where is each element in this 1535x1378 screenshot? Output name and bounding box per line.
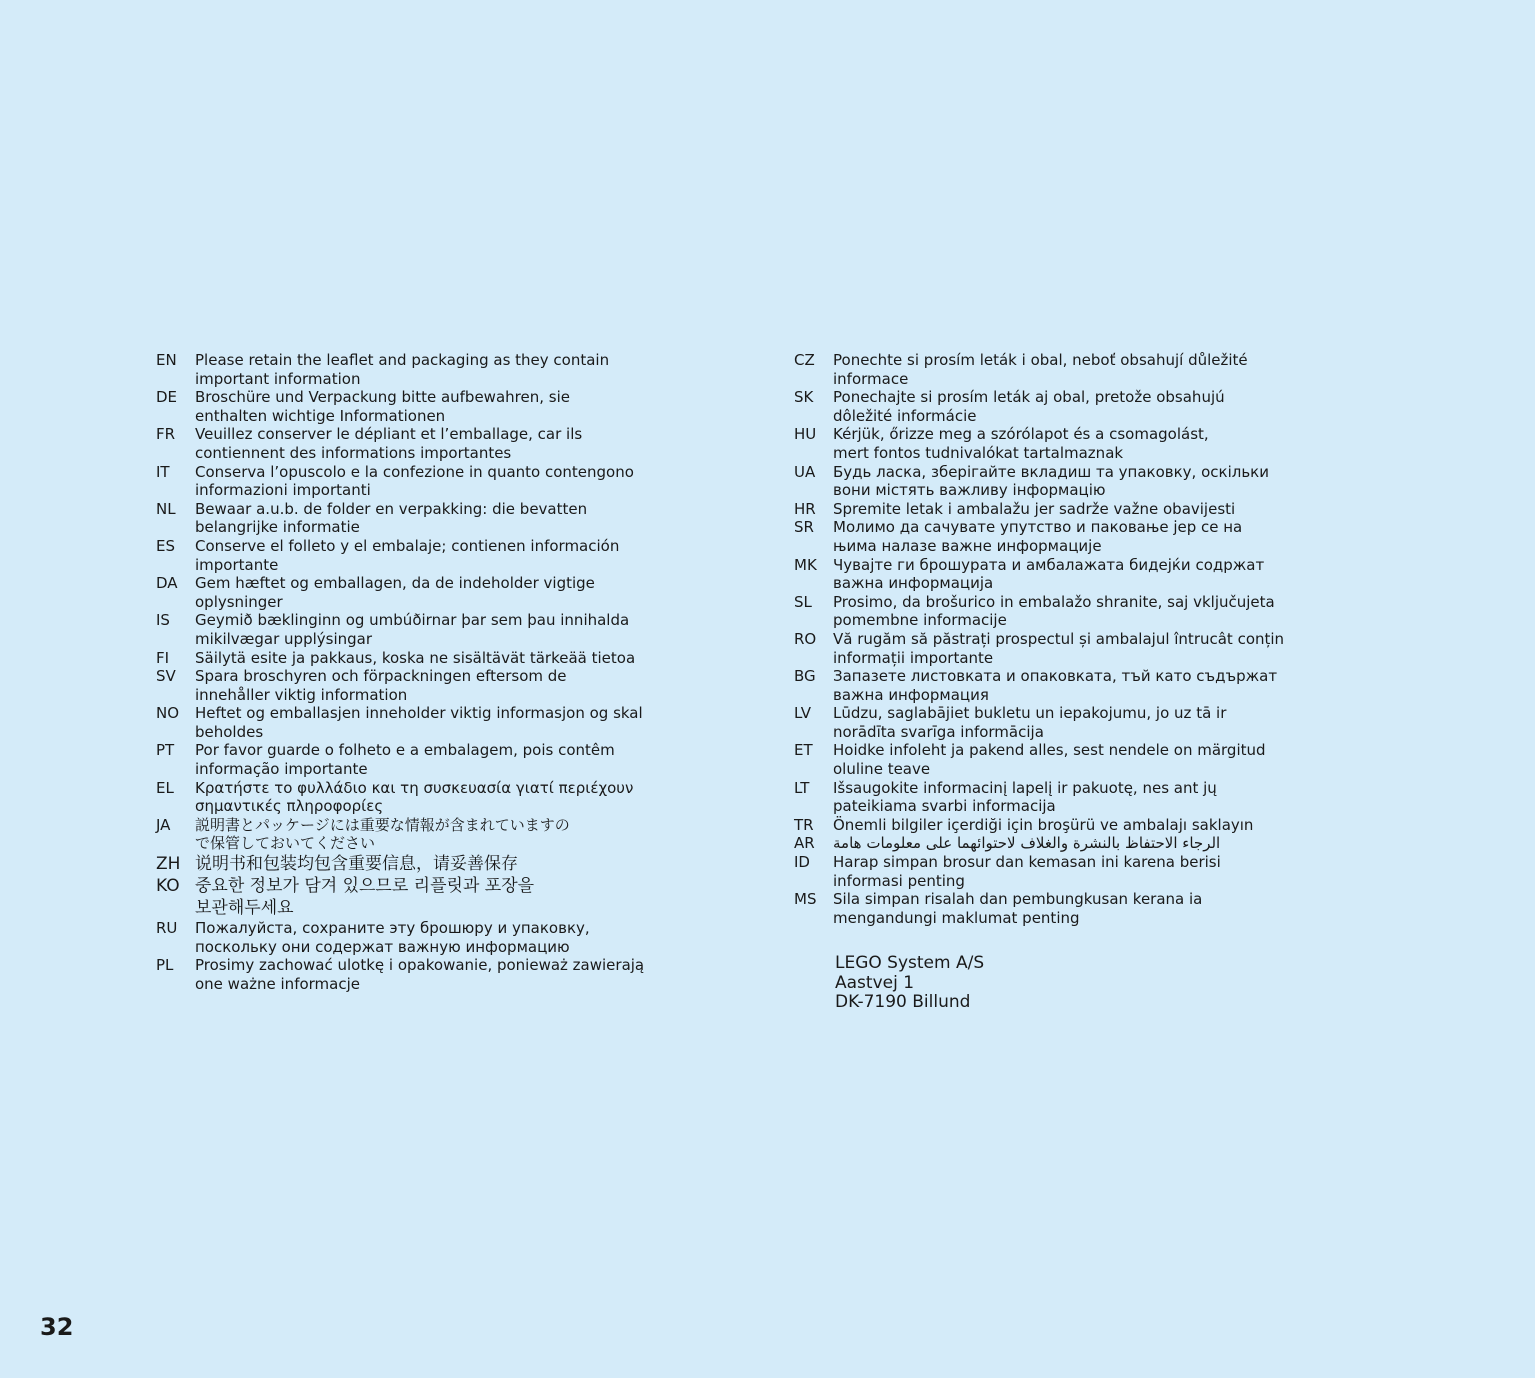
address-street: Aastvej 1: [835, 972, 915, 993]
notice-pt: [156, 741, 716, 778]
notice-text: Κρατήστε το φυλλάδιο και τη συσκευασία γιατί περιέχουν σημαντικές πληροφορίες: [195, 778, 634, 816]
language-code: ZH: [156, 854, 181, 875]
notice-text: Spara broschyren och förpackningen eftersom de innehåller viktig information: [195, 667, 567, 704]
language-code: MK: [794, 555, 817, 574]
language-code: SV: [156, 667, 176, 686]
notice-text: Ponechajte si prosím leták aj obal, pretože obsahujú dôležité informácie: [833, 388, 1225, 425]
language-code: TR: [794, 815, 814, 834]
language-code: SL: [794, 592, 812, 611]
language-code: PL: [156, 956, 174, 975]
language-code: ES: [156, 536, 175, 555]
notice-ro: [794, 630, 1354, 667]
notice-sk: [794, 388, 1354, 425]
notice-cz: [794, 351, 1354, 388]
notice-mk: [794, 556, 1354, 593]
notice-no: [156, 704, 716, 741]
notice-text: Gem hæftet og emballagen, da de indeholder vigtige oplysninger: [195, 574, 595, 611]
notice-bg: [794, 667, 1354, 704]
notice-text: الرجاء الاحتفاظ بالنشرة والغلاف لاحتوائهما على معلومات هامة: [833, 834, 1221, 853]
notice-de: [156, 388, 716, 425]
language-code: LT: [794, 778, 810, 797]
language-code: HU: [794, 425, 817, 444]
notice-ja: [156, 816, 716, 853]
notice-text: Kérjük, őrizze meg a szórólapot és a csomagolást, mert fontos tudnivalókat tartalmaznak: [833, 425, 1209, 462]
notice-ms: [794, 890, 1354, 927]
notice-el: [156, 779, 716, 816]
notice-text: Пожалуйста, сохраните эту брошюру и упаковку, поскольку они содержат важную информацию: [195, 919, 590, 956]
address-city: DK-7190 Billund: [835, 992, 971, 1012]
left-language-column: [156, 351, 716, 993]
language-code: EN: [156, 351, 177, 369]
notice-zh: [156, 853, 716, 875]
notice-text: Išsaugokite informacinį lapelį ir pakuotę, nes ant jų pateikiama svarbi informacija: [833, 778, 1217, 816]
notice-text: Heftet og emballasjen inneholder viktig informasjon og skal beholdes: [195, 704, 643, 741]
language-code: NO: [156, 704, 180, 723]
notice-text: Prosimy zachować ulotkę i opakowanie, ponieważ zawierają one ważne informacje: [195, 956, 645, 993]
language-code: PT: [156, 741, 175, 760]
notice-text: Sila simpan risalah dan pembungkusan kerana ia mengandungi maklumat penting: [833, 890, 1203, 927]
notice-ru: [156, 919, 716, 956]
language-code: DE: [156, 388, 178, 407]
language-code: RO: [794, 629, 817, 648]
notice-text: Hoidke infoleht ja pakend alles, sest nendele on märgitud oluline teave: [833, 741, 1266, 779]
language-code: IT: [156, 462, 170, 481]
notice-en: [156, 351, 716, 388]
language-code: NL: [156, 499, 176, 518]
notice-text: Harap simpan brosur dan kemasan ini karena berisi informasi penting: [833, 853, 1221, 890]
notice-da: [156, 574, 716, 611]
language-code: ET: [794, 741, 813, 760]
notice-text: Säilytä esite ja pakkaus, koska ne sisältävät tärkeää tietoa: [195, 648, 636, 667]
language-code: IS: [156, 611, 170, 630]
notice-text: Spremite letak i ambalažu jer sadrže važne obavijesti: [833, 499, 1236, 518]
language-code: SR: [794, 518, 814, 537]
notice-fr: [156, 425, 716, 462]
notice-text: Bewaar a.u.b. de folder en verpakking: die bevatten belangrijke informatie: [195, 499, 588, 537]
notice-et: [794, 741, 1354, 778]
notice-it: [156, 463, 716, 500]
notice-pl: [156, 956, 716, 993]
notice-text: Conserve el folleto y el embalaje; contienen información importante: [195, 536, 620, 574]
notice-tr: [794, 816, 1354, 835]
language-code: ID: [794, 853, 810, 872]
language-code: CZ: [794, 351, 815, 369]
language-code: BG: [794, 667, 816, 686]
language-code: SK: [794, 388, 814, 407]
language-code: UA: [794, 462, 816, 481]
company-address: [835, 954, 984, 1013]
language-code: RU: [156, 919, 178, 938]
notice-text: Lūdzu, saglabājiet bukletu un iepakojumu, jo uz tā ir norādīta svarīga informācija: [833, 704, 1227, 741]
language-code: KO: [156, 876, 180, 897]
notice-text: Veuillez conserver le dépliant et l’emballage, car ils contiennent des informations importantes: [195, 425, 583, 462]
notice-lt: [794, 779, 1354, 816]
notice-text: Молимо да сачувате упутство и паковање јер се на њима налазе важне информације: [833, 518, 1243, 555]
notice-es: [156, 537, 716, 574]
notice-text: Geymið bæklinginn og umbúðirnar þar sem þau innihalda mikilvægar upplýsingar: [195, 611, 630, 648]
notice-text: Please retain the leaflet and packaging as they contain important information: [195, 351, 610, 388]
notice-sr: [794, 518, 1354, 555]
language-code: HR: [794, 499, 816, 518]
language-code: LV: [794, 704, 811, 723]
notice-ko: [156, 875, 716, 919]
notice-text: Ponechte si prosím leták i obal, neboť obsahují důležité informace: [833, 351, 1248, 388]
notice-text: Будь ласка, зберігайте вкладиш та упаковку, оскільки вони містять важливу інформацію: [833, 462, 1269, 500]
notice-nl: [156, 500, 716, 537]
notice-text: 説明書とパッケージには重要な情報が含まれていますの で保管しておいてください: [195, 815, 570, 853]
language-code: AR: [794, 834, 815, 853]
notice-text: Broschüre und Verpackung bitte aufbewahren, sie enthalten wichtige Informationen: [195, 388, 570, 425]
notice-ar: [794, 834, 1354, 853]
notice-text: Чувајте ги брошурата и амбалажата бидејќи содржат важна информација: [833, 555, 1265, 593]
notice-hr: [794, 500, 1354, 519]
notice-ua: [794, 463, 1354, 500]
page-number: 32: [40, 1313, 74, 1341]
notice-hu: [794, 425, 1354, 462]
notice-text: Önemli bilgiler içerdiği için broşürü ve ambalajı saklayın: [833, 815, 1254, 834]
notice-text: 중요한 정보가 담겨 있으므로 리플릿과 포장을 보관해두세요: [195, 876, 535, 919]
notice-text: Vă rugăm să păstrați prospectul și ambalajul întrucât conțin informații importante: [833, 629, 1285, 667]
notice-text: Запазете листовката и опаковката, тъй като съдържат важна информация: [833, 667, 1278, 704]
address-company-name: LEGO System A/S: [835, 953, 985, 973]
language-code: MS: [794, 890, 817, 909]
language-code: FR: [156, 425, 176, 444]
notice-text: Por favor guarde o folheto e a embalagem, pois contêm informação importante: [195, 741, 615, 779]
notice-text: 说明书和包装均包含重要信息，请妥善保存: [195, 854, 518, 875]
right-language-column: [794, 351, 1354, 927]
notice-text: Prosimo, da brošurico in embalažo shranite, saj vključujeta pomembne informacije: [833, 592, 1275, 630]
language-code: FI: [156, 648, 170, 667]
notice-fi: [156, 649, 716, 668]
language-code: DA: [156, 574, 178, 593]
language-code: EL: [156, 778, 174, 797]
notice-id: [794, 853, 1354, 890]
notice-sv: [156, 667, 716, 704]
language-code: JA: [156, 815, 171, 834]
notice-sl: [794, 593, 1354, 630]
notice-is: [156, 611, 716, 648]
notice-text: Conserva l’opuscolo e la confezione in quanto contengono informazioni importanti: [195, 462, 634, 500]
notice-lv: [794, 704, 1354, 741]
